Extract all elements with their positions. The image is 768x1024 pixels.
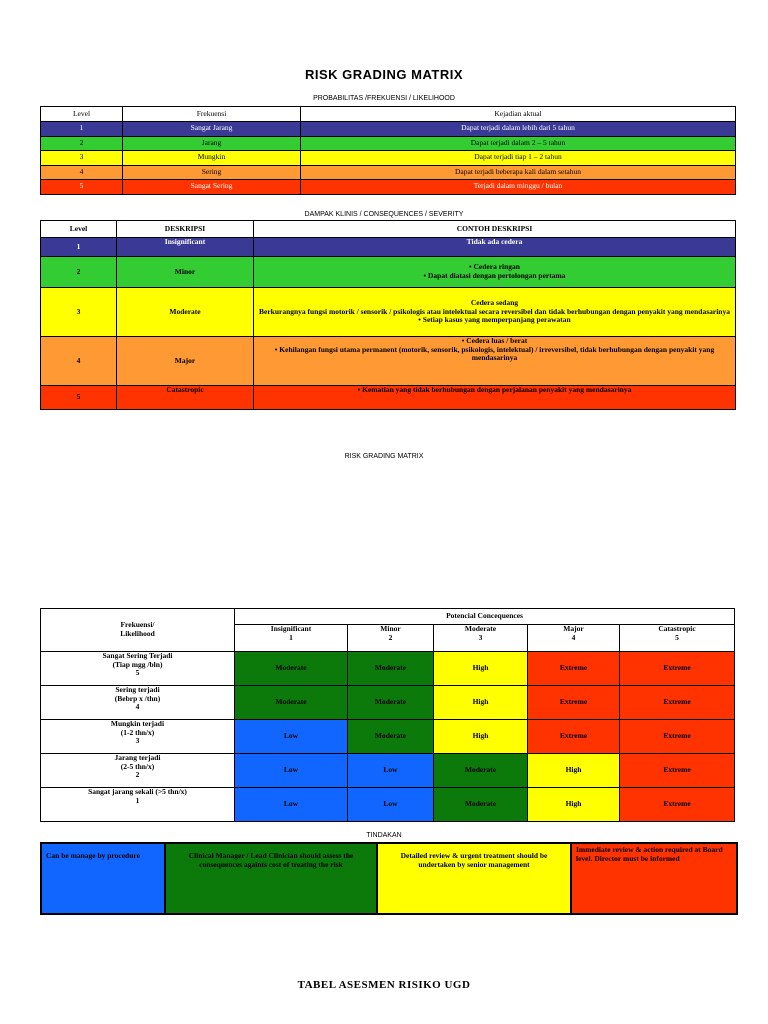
contoh-line: Berkurangnya fungsi motorik / sensorik / psikologis atau intelektual secara reversibel dan tidak berhubungan dengan penyakit yang mendasarinya: [259, 306, 730, 316]
actions-table: [40, 842, 738, 915]
impact-table: [40, 220, 736, 410]
likelihood-line: Sering terjadi: [115, 685, 160, 694]
deskripsi-cell: Insignificant: [117, 238, 254, 257]
column-num: 4: [571, 632, 576, 642]
level-cell: 5: [41, 180, 123, 195]
likelihood-line: 5: [135, 668, 140, 678]
impact-header-row: [41, 221, 736, 238]
likelihood-line: 2: [135, 770, 140, 780]
probability-row: [41, 165, 736, 180]
risk-cell: High: [434, 720, 528, 754]
kejadian-cell: Dapat terjadi tiap 1 – 2 tahun: [301, 151, 736, 166]
contoh-line: • Cedera luas / berat: [461, 336, 528, 345]
matrix-caption: RISK GRADING MATRIX: [344, 453, 424, 460]
likelihood-cell: [41, 788, 235, 822]
contoh-cell: [254, 337, 736, 386]
risk-cell: Extreme: [620, 754, 735, 788]
matrix-row: [41, 788, 735, 822]
frekuensi-cell: Sering: [123, 165, 301, 180]
level-cell: 1: [41, 238, 117, 257]
risk-cell: Moderate: [434, 788, 528, 822]
level-cell: 5: [41, 386, 117, 410]
likelihood-line: (2-5 thn/x): [120, 761, 155, 771]
page-title: RISK GRADING MATRIX: [304, 67, 464, 82]
risk-cell: High: [528, 788, 620, 822]
kejadian-cell: Dapat terjadi beberapa kali dalam setahun: [301, 165, 736, 180]
risk-cell: Moderate: [348, 652, 434, 686]
matrix-header-row: [41, 609, 735, 625]
header-level: Level: [41, 107, 123, 122]
frekuensi-cell: Sangat Jarang: [123, 122, 301, 137]
column-header: [434, 625, 528, 652]
probability-caption: PROBABILITAS /FREKUENSI / LIKELIHOOD: [313, 95, 455, 102]
deskripsi-cell: Catastropic: [117, 386, 254, 410]
freq-header-cell: [41, 609, 235, 652]
likelihood-cell: [41, 652, 235, 686]
likelihood-line: Sangat Sering Terjadi: [102, 651, 173, 660]
header-deskripsi: DESKRIPSI: [117, 221, 254, 238]
risk-cell: Low: [348, 754, 434, 788]
consequence-header: Potencial Concequences: [235, 609, 735, 625]
risk-cell: Extreme: [620, 686, 735, 720]
kejadian-cell: Dapat terjadi dalam 2 – 5 tahun: [301, 136, 736, 151]
frekuensi-cell: Mungkin: [123, 151, 301, 166]
risk-cell: Moderate: [348, 720, 434, 754]
likelihood-line: Sangat jarang sekali (>5 thn/x): [88, 787, 187, 796]
likelihood-line: 1: [135, 795, 140, 805]
action-cell-extreme: Immediate review & action required at Board level. Director must be informed: [571, 843, 737, 914]
risk-cell: Low: [235, 720, 348, 754]
column-name: Minor: [380, 624, 401, 633]
likelihood-cell: [41, 754, 235, 788]
likelihood-line: 3: [135, 736, 140, 746]
matrix-row: [41, 720, 735, 754]
likelihood-line: (1-2 thn/x): [120, 727, 155, 737]
impact-caption: DAMPAK KLINIS / CONSEQUENCES / SEVERITY: [304, 211, 464, 218]
action-cell-low: Can be manage by procedure: [41, 843, 165, 914]
level-cell: 3: [41, 151, 123, 166]
matrix-row: [41, 754, 735, 788]
level-cell: 3: [41, 288, 117, 337]
actions-row: [41, 843, 737, 914]
header-kejadian: Kejadian aktual: [301, 107, 736, 122]
impact-row: [41, 337, 736, 386]
impact-row: [41, 386, 736, 410]
column-header: [348, 625, 434, 652]
deskripsi-cell: Moderate: [117, 288, 254, 337]
contoh-cell: [254, 238, 736, 257]
risk-cell: Low: [235, 788, 348, 822]
impact-row: [41, 288, 736, 337]
column-name: Catastropic: [658, 624, 696, 633]
column-num: 3: [478, 632, 483, 642]
level-cell: 2: [41, 136, 123, 151]
contoh-line: • Cedera ringan: [469, 262, 520, 272]
column-name: Moderate: [464, 624, 497, 633]
column-num: 2: [388, 632, 393, 642]
contoh-cell: [254, 288, 736, 337]
probability-row: [41, 122, 736, 137]
header-contoh: CONTOH DESKRIPSI: [254, 221, 736, 238]
matrix-row: [41, 652, 735, 686]
probability-row: [41, 136, 736, 151]
risk-cell: Extreme: [528, 720, 620, 754]
likelihood-line: Mungkin terjadi: [110, 719, 165, 728]
action-cell-moderate: Clinical Manager / Lead Clinician should assess the consequences againts cost of treating the risk: [165, 843, 377, 914]
risk-cell: Low: [348, 788, 434, 822]
level-cell: 2: [41, 257, 117, 288]
risk-cell: Moderate: [348, 686, 434, 720]
contoh-cell: [254, 386, 736, 410]
risk-cell: Extreme: [528, 652, 620, 686]
probability-table: [40, 106, 736, 195]
probability-row: [41, 180, 736, 195]
deskripsi-cell: Major: [117, 337, 254, 386]
likelihood-cell: [41, 720, 235, 754]
likelihood-line: 4: [135, 702, 140, 712]
matrix-row: [41, 686, 735, 720]
column-header: [528, 625, 620, 652]
column-num: 1: [289, 632, 293, 642]
column-name: Insignificant: [270, 624, 312, 633]
contoh-cell: [254, 257, 736, 288]
risk-cell: High: [434, 652, 528, 686]
contoh-line: Tidak ada cedera: [466, 237, 523, 246]
probability-header-row: [41, 107, 736, 122]
impact-row: [41, 257, 736, 288]
risk-cell: Extreme: [528, 686, 620, 720]
probability-row: [41, 151, 736, 166]
footer-title: TABEL ASESMEN RISIKO UGD: [297, 979, 471, 991]
risk-cell: Extreme: [620, 788, 735, 822]
risk-cell: Extreme: [620, 720, 735, 754]
frekuensi-cell: Sangat Sering: [123, 180, 301, 195]
contoh-line: Cedera sedang: [470, 298, 519, 308]
contoh-line: • Kehilangan fungsi utama permanent (motorik, sensorik, psikologis, intelektual) / irreversibel, tidak berhubungan dengan penyakit yang mendasarinya: [274, 344, 715, 363]
kejadian-cell: Dapat terjadi dalam lebih dari 5 tahun: [301, 122, 736, 137]
risk-cell: Moderate: [434, 754, 528, 788]
freq-header-line: Likelihood: [120, 629, 155, 638]
contoh-line: • Setiap kasus yang memperpanjang perawatan: [418, 315, 571, 325]
kejadian-cell: Terjadi dalam minggu / bulan: [301, 180, 736, 195]
actions-caption: TINDAKAN: [366, 832, 402, 839]
likelihood-line: (Bebrp x /thn): [114, 693, 161, 703]
action-cell-high: Detailed review & urgent treatment should be undertaken by senior management: [377, 843, 571, 914]
risk-cell: Low: [235, 754, 348, 788]
risk-cell: Moderate: [235, 686, 348, 720]
risk-cell: High: [528, 754, 620, 788]
column-header: [620, 625, 735, 652]
freq-header-line: Frekuensi/: [120, 620, 155, 630]
contoh-line: • Dapat diatasi dengan pertolongan pertama: [423, 271, 566, 280]
frekuensi-cell: Jarang: [123, 136, 301, 151]
column-header: [235, 625, 348, 652]
risk-cell: High: [434, 686, 528, 720]
contoh-line: • Kematian yang tidak berhubungan dengan perjalanan penyakit yang mendasarinya: [357, 385, 632, 394]
risk-cell: Moderate: [235, 652, 348, 686]
header-level: Level: [41, 221, 117, 238]
header-frekuensi: Frekuensi: [123, 107, 301, 122]
likelihood-line: (Tiap mgg /bln): [112, 659, 163, 669]
level-cell: 4: [41, 337, 117, 386]
likelihood-cell: [41, 686, 235, 720]
column-name: Major: [563, 624, 584, 633]
level-cell: 4: [41, 165, 123, 180]
risk-cell: Extreme: [620, 652, 735, 686]
deskripsi-cell: Minor: [117, 257, 254, 288]
likelihood-line: Jarang terjadi: [114, 753, 161, 762]
risk-matrix-table: [40, 608, 735, 822]
impact-row: [41, 238, 736, 257]
column-num: 5: [675, 632, 679, 642]
level-cell: 1: [41, 122, 123, 137]
